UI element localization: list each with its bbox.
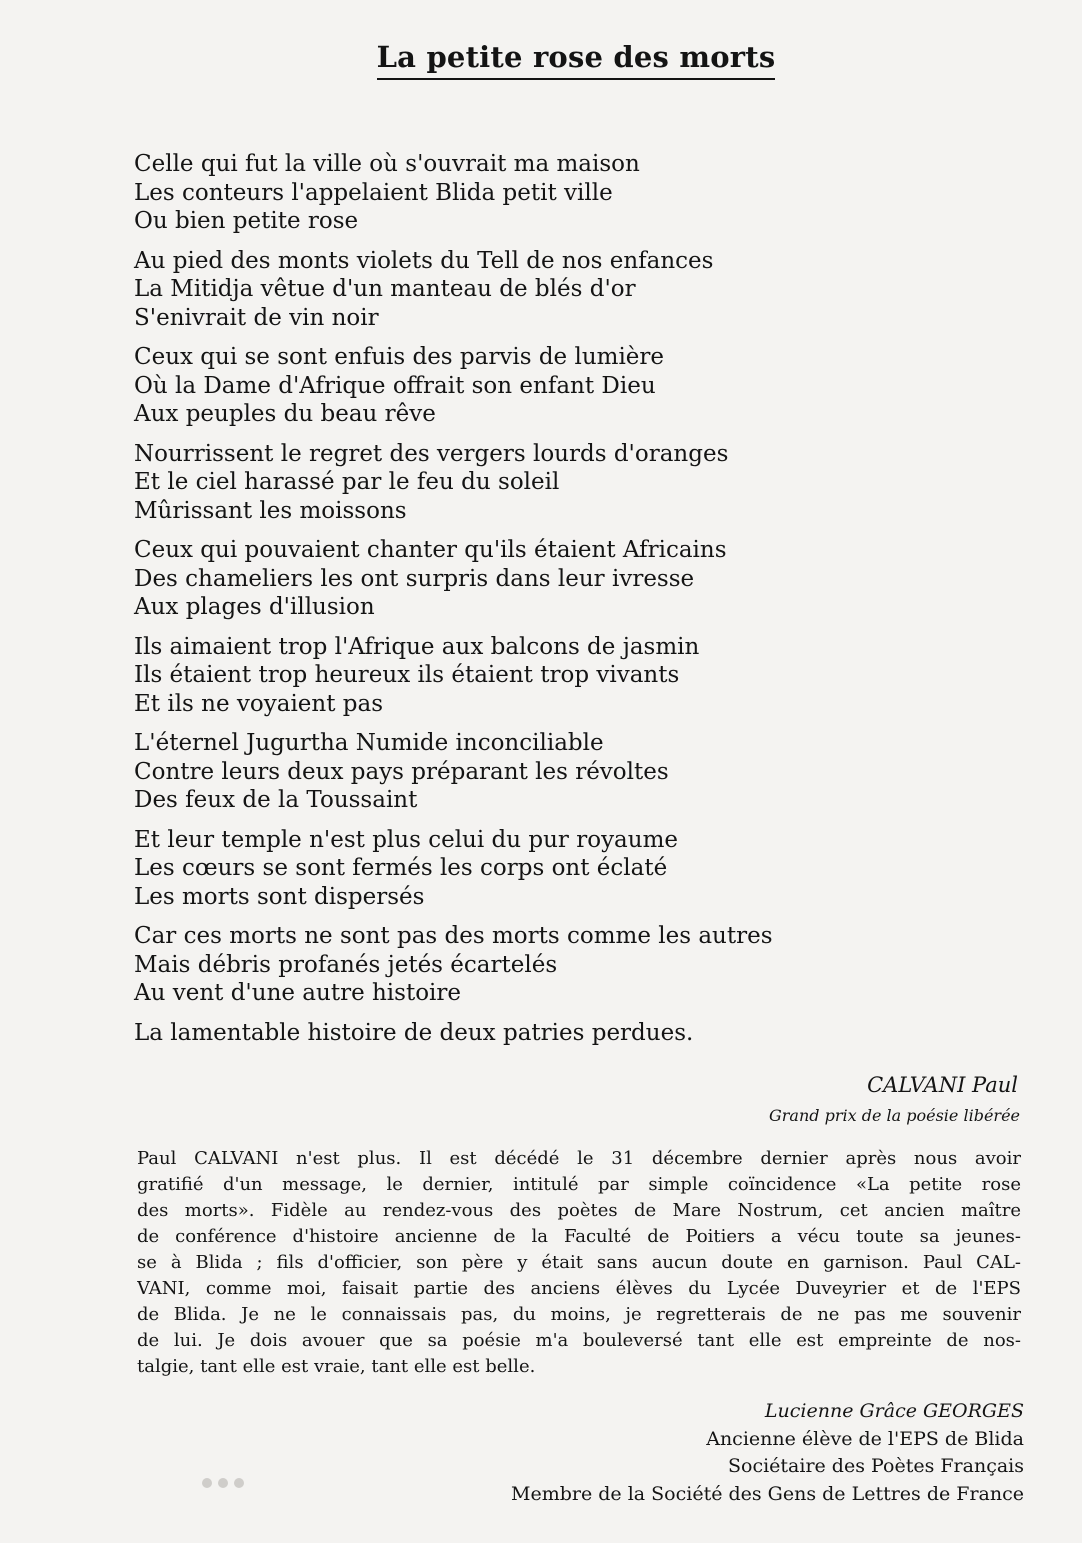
paragraph-line: Paul CALVANI n'est plus. Il est décédé le 31 décembre dernier après nous avoir <box>137 1148 1021 1169</box>
signature-line-3: Membre de la Société des Gens de Lettres de France <box>511 1482 1024 1505</box>
poem-line: Au pied des monts violets du Tell de nos enfances <box>134 247 714 274</box>
ornament-dot <box>202 1478 212 1488</box>
poem-line: L'éternel Jugurtha Numide inconciliable <box>134 730 604 756</box>
poem-line: La Mitidja vêtue d'un manteau de blés d'or <box>134 276 636 302</box>
poem-line: Des chameliers les ont surpris dans leur ivresse <box>134 565 695 592</box>
ornament-dot <box>234 1478 244 1488</box>
tribute-paragraph <box>137 1146 1021 1380</box>
poem-body <box>134 150 834 1058</box>
author-distinction: Grand prix de la poésie libérée <box>768 1106 1020 1125</box>
poem-line: La lamentable histoire de deux patries perdues. <box>134 1019 694 1046</box>
poem-line: Les conteurs l'appelaient Blida petit ville <box>134 179 613 206</box>
poem-line: Et ils ne voyaient pas <box>134 690 384 717</box>
paragraph-line: VANI, comme moi, faisait partie des anciens élèves du Lycée Duveyrier et de l'EPS <box>137 1278 1021 1299</box>
ornament-dots <box>202 1478 244 1488</box>
poem-line: Mais débris profanés jetés écartelés <box>134 951 558 978</box>
poem-line: Et le ciel harassé par le feu du soleil <box>134 469 560 495</box>
poem-line: Les morts sont dispersés <box>134 883 425 910</box>
poem-stanza <box>134 536 834 622</box>
signature-name: Lucienne Grâce GEORGES <box>764 1400 1024 1422</box>
poem-line: Ceux qui se sont enfuis des parvis de lumière <box>134 344 665 370</box>
paragraph-line: des morts». Fidèle au rendez-vous des poètes de Mare Nostrum, cet ancien maître <box>137 1200 1021 1221</box>
poem-stanza <box>134 440 834 526</box>
poem-line: Contre leurs deux pays préparant les révoltes <box>134 758 669 785</box>
poem-line: Ceux qui pouvaient chanter qu'ils étaient Africains <box>134 537 727 563</box>
poem-stanza <box>134 826 834 912</box>
paragraph-line: gratifié d'un message, le dernier, intitulé par simple coïncidence «La petite rose <box>137 1174 1021 1195</box>
poem-line: Ils étaient trop heureux ils étaient trop vivants <box>134 662 680 688</box>
poem-stanza <box>134 729 834 815</box>
poem-line: Aux peuples du beau rêve <box>134 401 436 427</box>
paragraph-line: de lui. Je dois avouer que sa poésie m'a bouleversé tant elle est empreinte de nos- <box>137 1330 1021 1351</box>
poem-author: CALVANI Paul <box>867 1073 1018 1097</box>
paragraph-line: de Blida. Je ne le connaissais pas, du moins, je regretterais de ne pas me souvenir <box>137 1304 1021 1325</box>
poem-line: Où la Dame d'Afrique offrait son enfant Dieu <box>134 372 656 399</box>
poem-line: Les cœurs se sont fermés les corps ont éclaté <box>134 855 668 881</box>
poem-stanza <box>134 922 834 1008</box>
poem-stanza <box>134 343 834 429</box>
poem-line: Ou bien petite rose <box>134 208 359 234</box>
paragraph-line: de conférence d'histoire ancienne de la Faculté de Poitiers a vécu toute sa jeunes- <box>137 1226 1021 1247</box>
signature-block <box>511 1398 1024 1508</box>
poem-title <box>0 40 1082 74</box>
poem-line: Celle qui fut la ville où s'ouvrait ma maison <box>134 151 640 177</box>
paragraph-line: talgie, tant elle est vraie, tant elle est belle. <box>137 1356 536 1377</box>
poem-line: Ils aimaient trop l'Afrique aux balcons de jasmin <box>134 633 700 660</box>
poem-line: Au vent d'une autre histoire <box>134 980 462 1006</box>
poem-stanza <box>134 150 834 236</box>
signature-line-2: Sociétaire des Poètes Français <box>727 1455 1024 1477</box>
poem-line: Des feux de la Toussaint <box>134 787 418 813</box>
poem-stanza <box>134 1019 834 1048</box>
poem-line: Aux plages d'illusion <box>134 594 375 620</box>
poem-title-text: La petite rose des morts <box>377 40 776 80</box>
poem-stanza <box>134 633 834 719</box>
ornament-dot <box>218 1478 228 1488</box>
poem-line: Car ces morts ne sont pas des morts comme les autres <box>134 923 773 949</box>
poem-stanza <box>134 247 834 333</box>
poem-line: Nourrissent le regret des vergers lourds d'oranges <box>134 440 729 467</box>
poem-line: Et leur temple n'est plus celui du pur royaume <box>134 826 679 853</box>
signature-line-1: Ancienne élève de l'EPS de Blida <box>706 1427 1024 1450</box>
paragraph-line: se à Blida ; fils d'officier, son père y était sans aucun doute en garnison. Paul CAL- <box>137 1252 1021 1273</box>
poem-line: S'enivrait de vin noir <box>134 304 379 331</box>
poem-line: Mûrissant les moissons <box>134 497 407 524</box>
